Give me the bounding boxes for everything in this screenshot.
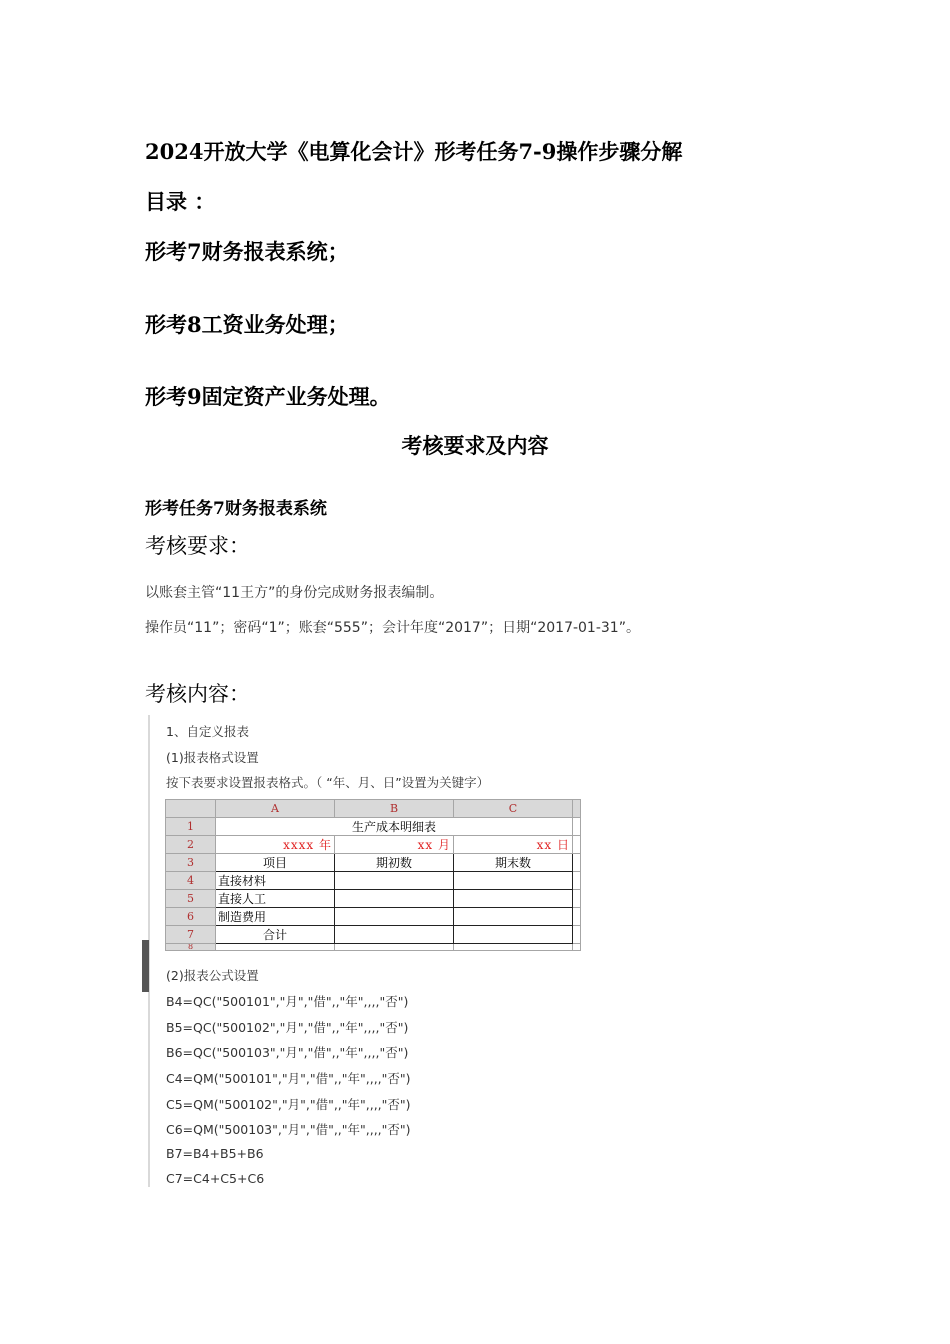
year-keyword-cell	[216, 836, 335, 854]
formula-line: C7=C4+C5+C6	[166, 1171, 265, 1186]
formula-line: C4=QM("500101","月","借",,"年",,,,"否")	[166, 1071, 411, 1086]
screenshot-side-tab	[142, 940, 149, 992]
toc-item: 形考7财务报表系统；	[145, 239, 349, 264]
sheet-row	[166, 854, 581, 872]
sheet-row	[166, 944, 581, 951]
step-description: 按下表要求设置报表格式。（ “年、月、日”设置为关键字）	[166, 775, 490, 790]
day-keyword-cell	[454, 836, 573, 854]
day-keyword: xx 日	[536, 838, 570, 852]
sheet-row	[166, 836, 581, 854]
corner-cell	[166, 800, 216, 818]
toc-item: 形考8工资业务处理；	[145, 312, 349, 337]
sheet-cell	[573, 926, 581, 944]
sheet-cell	[573, 836, 581, 854]
section-heading: 考核要求及内容	[401, 433, 549, 458]
value-cell	[454, 872, 573, 890]
sheet-cell	[573, 890, 581, 908]
sheet-title-cell: 生产成本明细表	[216, 818, 573, 836]
column-header-row	[166, 800, 581, 818]
toc-heading: 目录 ：	[145, 189, 216, 214]
column-header: C	[454, 800, 573, 818]
formula-line: C6=QM("500103","月","借",,"年",,,,"否")	[166, 1122, 411, 1137]
step-subheading: (1)报表格式设置	[166, 750, 259, 765]
formula-line: C5=QM("500102","月","借",,"年",,,,"否")	[166, 1097, 411, 1112]
value-cell	[335, 890, 454, 908]
header-cell: 期初数	[335, 854, 454, 872]
column-header	[573, 800, 581, 818]
requirement-line: 以账套主管“11王方”的身份完成财务报表编制。	[145, 585, 444, 601]
sheet-row	[166, 872, 581, 890]
column-header: A	[216, 800, 335, 818]
formula-line: B4=QC("500101","月","借",,"年",,,,"否")	[166, 994, 409, 1009]
value-cell	[454, 926, 573, 944]
step-subheading: (2)报表公式设置	[166, 968, 259, 983]
requirements-label: 考核要求：	[145, 534, 250, 558]
sheet-row	[166, 818, 581, 836]
item-cell: 制造费用	[216, 908, 335, 926]
toc-item: 形考9固定资产业务处理。	[145, 384, 391, 409]
spreadsheet-table	[165, 799, 581, 951]
sheet-cell	[573, 944, 581, 951]
requirement-line: 操作员“11”；密码“1”；账套“555”；会计年度“2017”；日期“2017-01-31”。	[145, 620, 640, 636]
sheet-cell	[573, 872, 581, 890]
row-number: 1	[166, 818, 216, 836]
row-number: 2	[166, 836, 216, 854]
item-cell: 直接材料	[216, 872, 335, 890]
document-title: 2024开放大学《电算化会计》形考任务7-9操作步骤分解	[145, 139, 683, 164]
header-cell: 项目	[216, 854, 335, 872]
step-heading: 1、自定义报表	[166, 724, 249, 739]
sheet-cell	[216, 944, 335, 951]
sheet-cell	[573, 818, 581, 836]
sheet-row	[166, 926, 581, 944]
formula-line: B5=QC("500102","月","借",,"年",,,,"否")	[166, 1020, 409, 1035]
task-title: 形考任务7财务报表系统	[145, 499, 327, 519]
content-label: 考核内容：	[145, 682, 250, 706]
row-number: 4	[166, 872, 216, 890]
sheet-cell	[573, 908, 581, 926]
year-keyword: xxxx 年	[283, 838, 332, 852]
total-cell: 合计	[216, 926, 335, 944]
column-header: B	[335, 800, 454, 818]
row-number: 7	[166, 926, 216, 944]
sheet-cell	[573, 854, 581, 872]
row-number: 6	[166, 908, 216, 926]
value-cell	[335, 872, 454, 890]
value-cell	[335, 926, 454, 944]
value-cell	[335, 908, 454, 926]
row-number: 3	[166, 854, 216, 872]
formula-line: B6=QC("500103","月","借",,"年",,,,"否")	[166, 1045, 409, 1060]
header-cell: 期末数	[454, 854, 573, 872]
value-cell	[454, 908, 573, 926]
sheet-cell	[335, 944, 454, 951]
month-keyword: xx 月	[417, 838, 451, 852]
sheet-row	[166, 890, 581, 908]
row-number: 5	[166, 890, 216, 908]
formula-line: B7=B4+B5+B6	[166, 1146, 264, 1161]
item-cell: 直接人工	[216, 890, 335, 908]
value-cell	[454, 890, 573, 908]
sheet-row	[166, 908, 581, 926]
row-number: 8	[166, 944, 216, 951]
sheet-cell	[454, 944, 573, 951]
month-keyword-cell	[335, 836, 454, 854]
